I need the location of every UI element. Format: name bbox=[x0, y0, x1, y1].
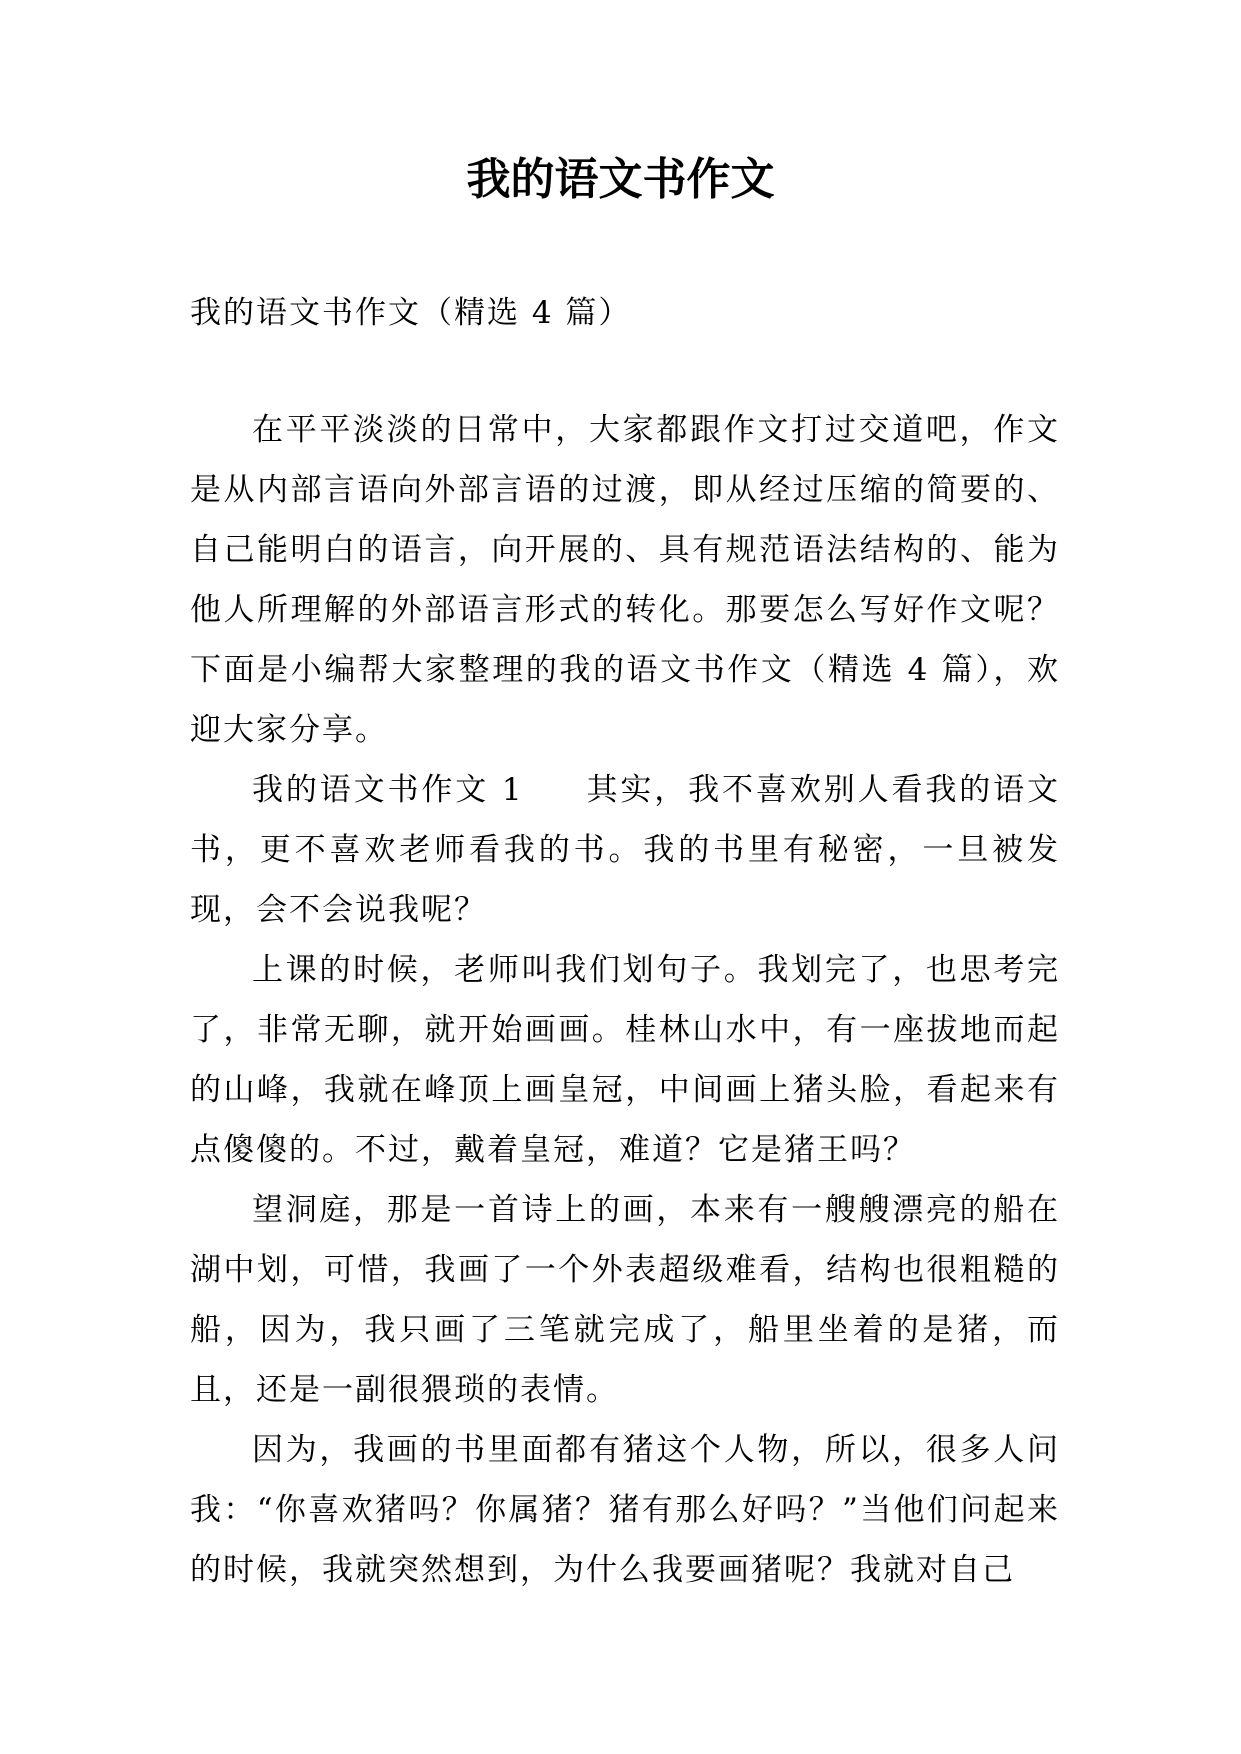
document-title: 我的语文书作文 bbox=[466, 154, 775, 205]
document-body bbox=[190, 400, 1060, 1600]
section-first-text: 其实，我不喜欢别人看我的语文书，更不喜欢老师看我的书。我的书里有秘密，一旦被发现，会不会说我呢？ bbox=[190, 772, 1060, 928]
body-paragraph: 因为，我画的书里面都有猪这个人物，所以，很多人问我：“你喜欢猪吗？你属猪？猪有那么好吗？”当他们问起来的时候，我就突然想到，为什么我要画猪呢？我就对自己 bbox=[190, 1432, 1060, 1588]
section-heading: 我的语文书作文 1 bbox=[252, 772, 524, 808]
intro-paragraph: 在平平淡淡的日常中，大家都跟作文打过交道吧，作文是从内部言语向外部言语的过渡，即从经过压缩的简要的、自己能明白的语言，向开展的、具有规范语法结构的、能为他人所理解的外部语言形式的转化。那要怎么写好作文呢？下面是小编帮大家整理的我的语文书作文（精选 4 篇），欢迎大家分享。 bbox=[190, 412, 1060, 748]
body-paragraph: 上课的时候，老师叫我们划句子。我划完了，也思考完了，非常无聊，就开始画画。桂林山水中，有一座拔地而起的山峰，我就在峰顶上画皇冠，中间画上猪头脸，看起来有点傻傻的。不过，戴着皇冠，难道？它是猪王吗？ bbox=[190, 952, 1060, 1168]
section-first-paragraph bbox=[190, 760, 1060, 940]
body-paragraph: 望洞庭，那是一首诗上的画，本来有一艘艘漂亮的船在湖中划，可惜，我画了一个外表超级难看，结构也很粗糙的船，因为，我只画了三笔就完成了，船里坐着的是猪，而且，还是一副很猥琐的表情。 bbox=[190, 1192, 1060, 1408]
document-subtitle: 我的语文书作文（精选 4 篇） bbox=[190, 295, 632, 331]
